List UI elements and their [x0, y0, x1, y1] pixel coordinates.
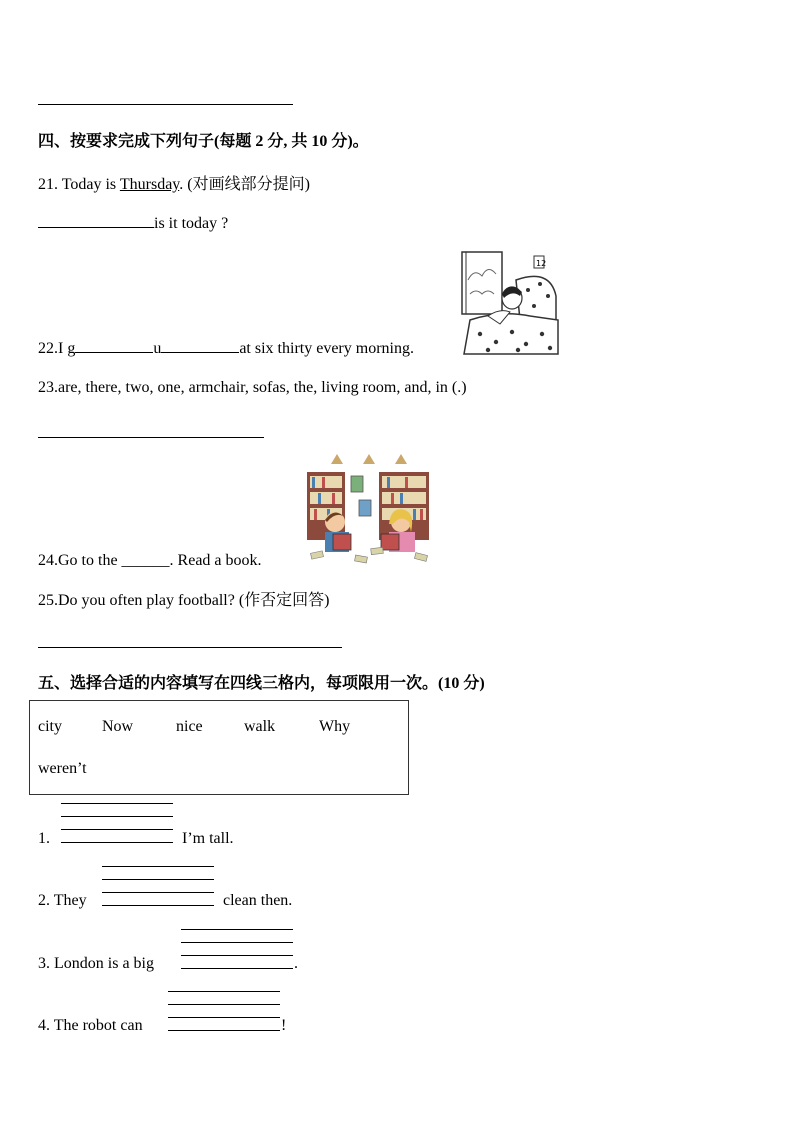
q21-post: . (对画线部分提问) — [179, 176, 310, 193]
question-23: 23.are, there, two, one, armchair, sofas, the, living room, and, in (.) — [38, 379, 467, 396]
item-1-label: 1. — [38, 830, 50, 847]
q22-blank-2[interactable] — [161, 338, 239, 353]
q22-text-a: 22.I g — [38, 340, 76, 357]
q21-number: 21. — [38, 176, 58, 193]
word-bank-item: walk — [244, 718, 276, 735]
children-reading-library-illustration — [305, 452, 435, 568]
question-25: 25.Do you often play football? (作否定回答) — [38, 592, 330, 609]
item-3-suffix: . — [294, 955, 298, 972]
q24-post: . Read a book. — [169, 552, 262, 569]
word-bank-item: weren’t — [38, 760, 87, 777]
question-22 — [38, 338, 414, 358]
section-5-heading: 五、选择合适的内容填写在四线三格内，每项限用一次。(10 分) — [38, 675, 485, 692]
q21-underlined-word: Thursday — [119, 176, 180, 193]
word-bank-item: city — [38, 718, 62, 735]
girl-in-bed-illustration — [460, 250, 560, 356]
q22-text-c: at six thirty every morning. — [239, 340, 414, 357]
item-3-label: 3. London is a big — [38, 955, 154, 972]
item-1-suffix: I’m tall. — [182, 830, 234, 847]
q21-answer-suffix: is it today ? — [154, 215, 229, 232]
question-21 — [38, 171, 310, 194]
question-24 — [38, 552, 262, 570]
word-bank-item: nice — [176, 718, 203, 735]
svg-text:12: 12 — [536, 259, 547, 268]
q21-pre: Today is — [58, 176, 120, 193]
q25-answer-line[interactable] — [38, 647, 342, 648]
q21-answer-row — [38, 213, 228, 233]
item-4-suffix: ! — [281, 1017, 287, 1034]
q23-answer-line[interactable] — [38, 437, 264, 438]
word-bank-item: Why — [319, 718, 351, 735]
q21-answer-blank[interactable] — [38, 213, 154, 228]
word-bank-item: Now — [102, 718, 134, 735]
section-4-heading: 四、按要求完成下列句子(每题 2 分, 共 10 分)。 — [38, 133, 369, 150]
q24-blank[interactable]: ______ — [121, 552, 170, 569]
q24-pre: 24.Go to the — [38, 552, 122, 569]
item-2-label: 2. They — [38, 892, 87, 909]
item-4-label: 4. The robot can — [38, 1017, 143, 1034]
answer-line-top[interactable] — [38, 104, 293, 105]
q22-blank-1[interactable] — [75, 338, 153, 353]
item-2-suffix: clean then. — [223, 892, 293, 909]
word-bank-box — [29, 700, 409, 795]
q22-text-b: u — [153, 340, 162, 357]
